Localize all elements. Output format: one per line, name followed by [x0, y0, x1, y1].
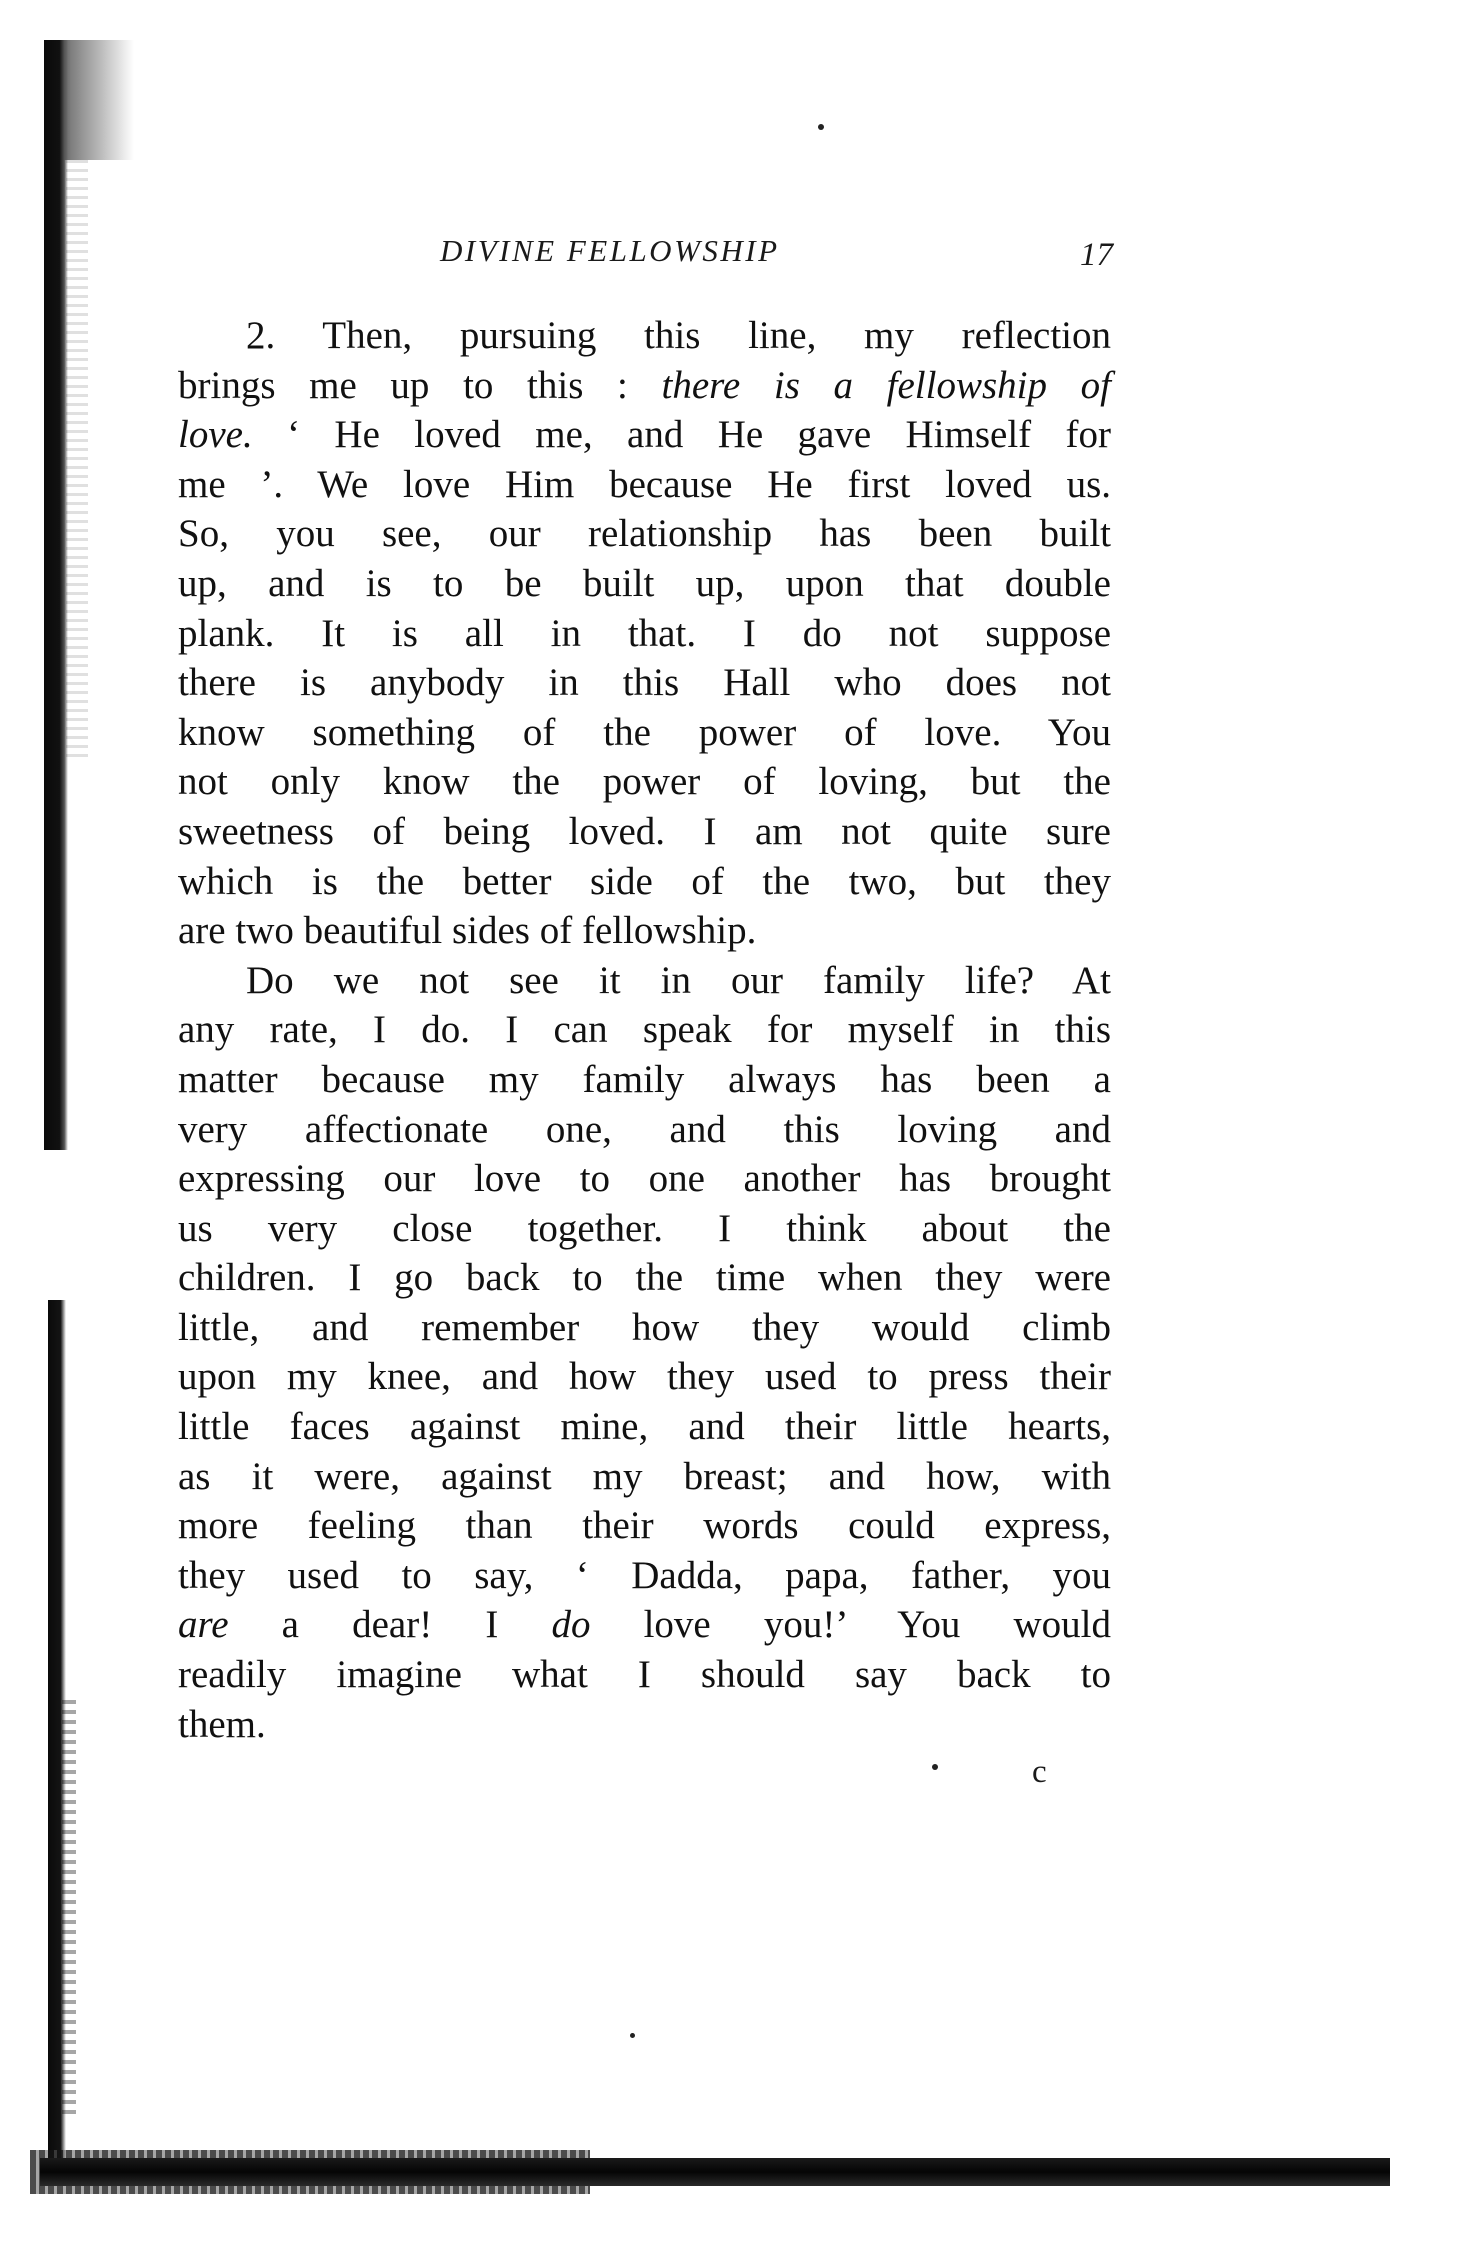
text-line — [178, 757, 1111, 807]
text-run: little faces against mine, and their little hearts, — [178, 1405, 1111, 1449]
text-run: plank. It is all in that. I do not suppose — [178, 611, 1111, 655]
page-number: 17 — [1080, 237, 1113, 273]
text-run: more feeling than their words could express, — [178, 1504, 1111, 1548]
paragraph — [178, 311, 1111, 956]
text-line — [178, 1501, 1111, 1551]
text-run: me ’. We love Him because He first loved us. — [178, 462, 1111, 506]
running-head — [440, 233, 1140, 283]
text-line — [178, 708, 1111, 758]
text-run: know something of the power of love. You — [178, 710, 1111, 754]
scan-gutter-speckle — [66, 160, 88, 760]
text-line — [178, 1600, 1111, 1650]
text-run: 2. Then, pursuing this line, my reflection — [246, 314, 1111, 357]
text-line — [178, 1700, 1111, 1750]
text-line — [178, 1105, 1111, 1155]
scan-bottom-edge — [40, 2158, 1390, 2186]
paragraph — [178, 956, 1111, 1750]
italic-run: are — [178, 1603, 229, 1647]
text-run: a dear! I — [228, 1603, 552, 1647]
scan-gutter-shadow-upper — [44, 40, 68, 1150]
text-run: up, and is to be built up, upon that double — [178, 561, 1111, 605]
text-line — [178, 1204, 1111, 1254]
body-text — [178, 311, 1111, 1749]
text-line — [178, 1303, 1111, 1353]
text-run: So, you see, our relationship has been built — [178, 512, 1111, 556]
text-line — [178, 1253, 1111, 1303]
text-line — [178, 559, 1111, 609]
text-line — [178, 906, 1111, 956]
italic-run: do — [551, 1603, 591, 1647]
text-run: there is anybody in this Hall who does not — [178, 661, 1111, 705]
text-run: are two beautiful sides of fellowship. — [178, 909, 757, 953]
signature-mark: c — [1032, 1754, 1047, 1790]
italic-run: there is a fellowship of — [661, 363, 1111, 407]
text-run: very affectionate one, and this loving and — [178, 1107, 1111, 1151]
text-run: not only know the power of loving, but the — [178, 760, 1111, 804]
text-run: readily imagine what I should say back to — [178, 1653, 1111, 1697]
text-line — [178, 857, 1111, 907]
text-run: they used to say, ‘ Dadda, papa, father, you — [178, 1553, 1111, 1597]
running-head-title: DIVINE FELLOWSHIP — [440, 233, 780, 268]
text-line — [178, 509, 1111, 559]
text-line — [178, 1352, 1111, 1402]
text-run: love you!’ You would — [590, 1603, 1111, 1647]
text-run: as it were, against my breast; and how, with — [178, 1454, 1111, 1498]
text-line — [178, 1402, 1111, 1452]
italic-run: love. — [178, 413, 253, 457]
text-run: upon my knee, and how they used to press their — [178, 1355, 1111, 1399]
text-run: expressing our love to one another has brought — [178, 1157, 1111, 1201]
text-run: brings me up to this : — [178, 363, 662, 407]
text-line — [178, 658, 1111, 708]
text-line — [178, 460, 1111, 510]
text-line — [178, 609, 1111, 659]
text-line — [178, 410, 1111, 460]
text-run: little, and remember how they would climb — [178, 1305, 1111, 1349]
text-line — [178, 1452, 1111, 1502]
text-line — [178, 1551, 1111, 1601]
text-run: any rate, I do. I can speak for myself in this — [178, 1008, 1111, 1052]
text-run: us very close together. I think about the — [178, 1206, 1111, 1250]
scan-gutter-speckle-lower — [62, 1700, 76, 2120]
text-run: matter because my family always has been a — [178, 1057, 1111, 1101]
text-line — [178, 311, 1111, 361]
text-line — [178, 1055, 1111, 1105]
text-run: children. I go back to the time when they were — [178, 1256, 1111, 1300]
scan-speck — [818, 124, 824, 130]
text-run: sweetness of being loved. I am not quite sure — [178, 809, 1111, 853]
text-line — [178, 1154, 1111, 1204]
text-run: ‘ He loved me, and He gave Himself for — [252, 413, 1111, 457]
text-line — [178, 956, 1111, 1006]
scan-speck — [630, 2033, 635, 2038]
text-line — [178, 807, 1111, 857]
text-line — [178, 1650, 1111, 1700]
text-line — [178, 361, 1111, 411]
text-run: Do we not see it in our family life? At — [246, 958, 1111, 1002]
text-run: which is the better side of the two, but they — [178, 859, 1111, 903]
text-line — [178, 1005, 1111, 1055]
scan-speck — [932, 1764, 938, 1770]
text-run: them. — [178, 1702, 266, 1746]
